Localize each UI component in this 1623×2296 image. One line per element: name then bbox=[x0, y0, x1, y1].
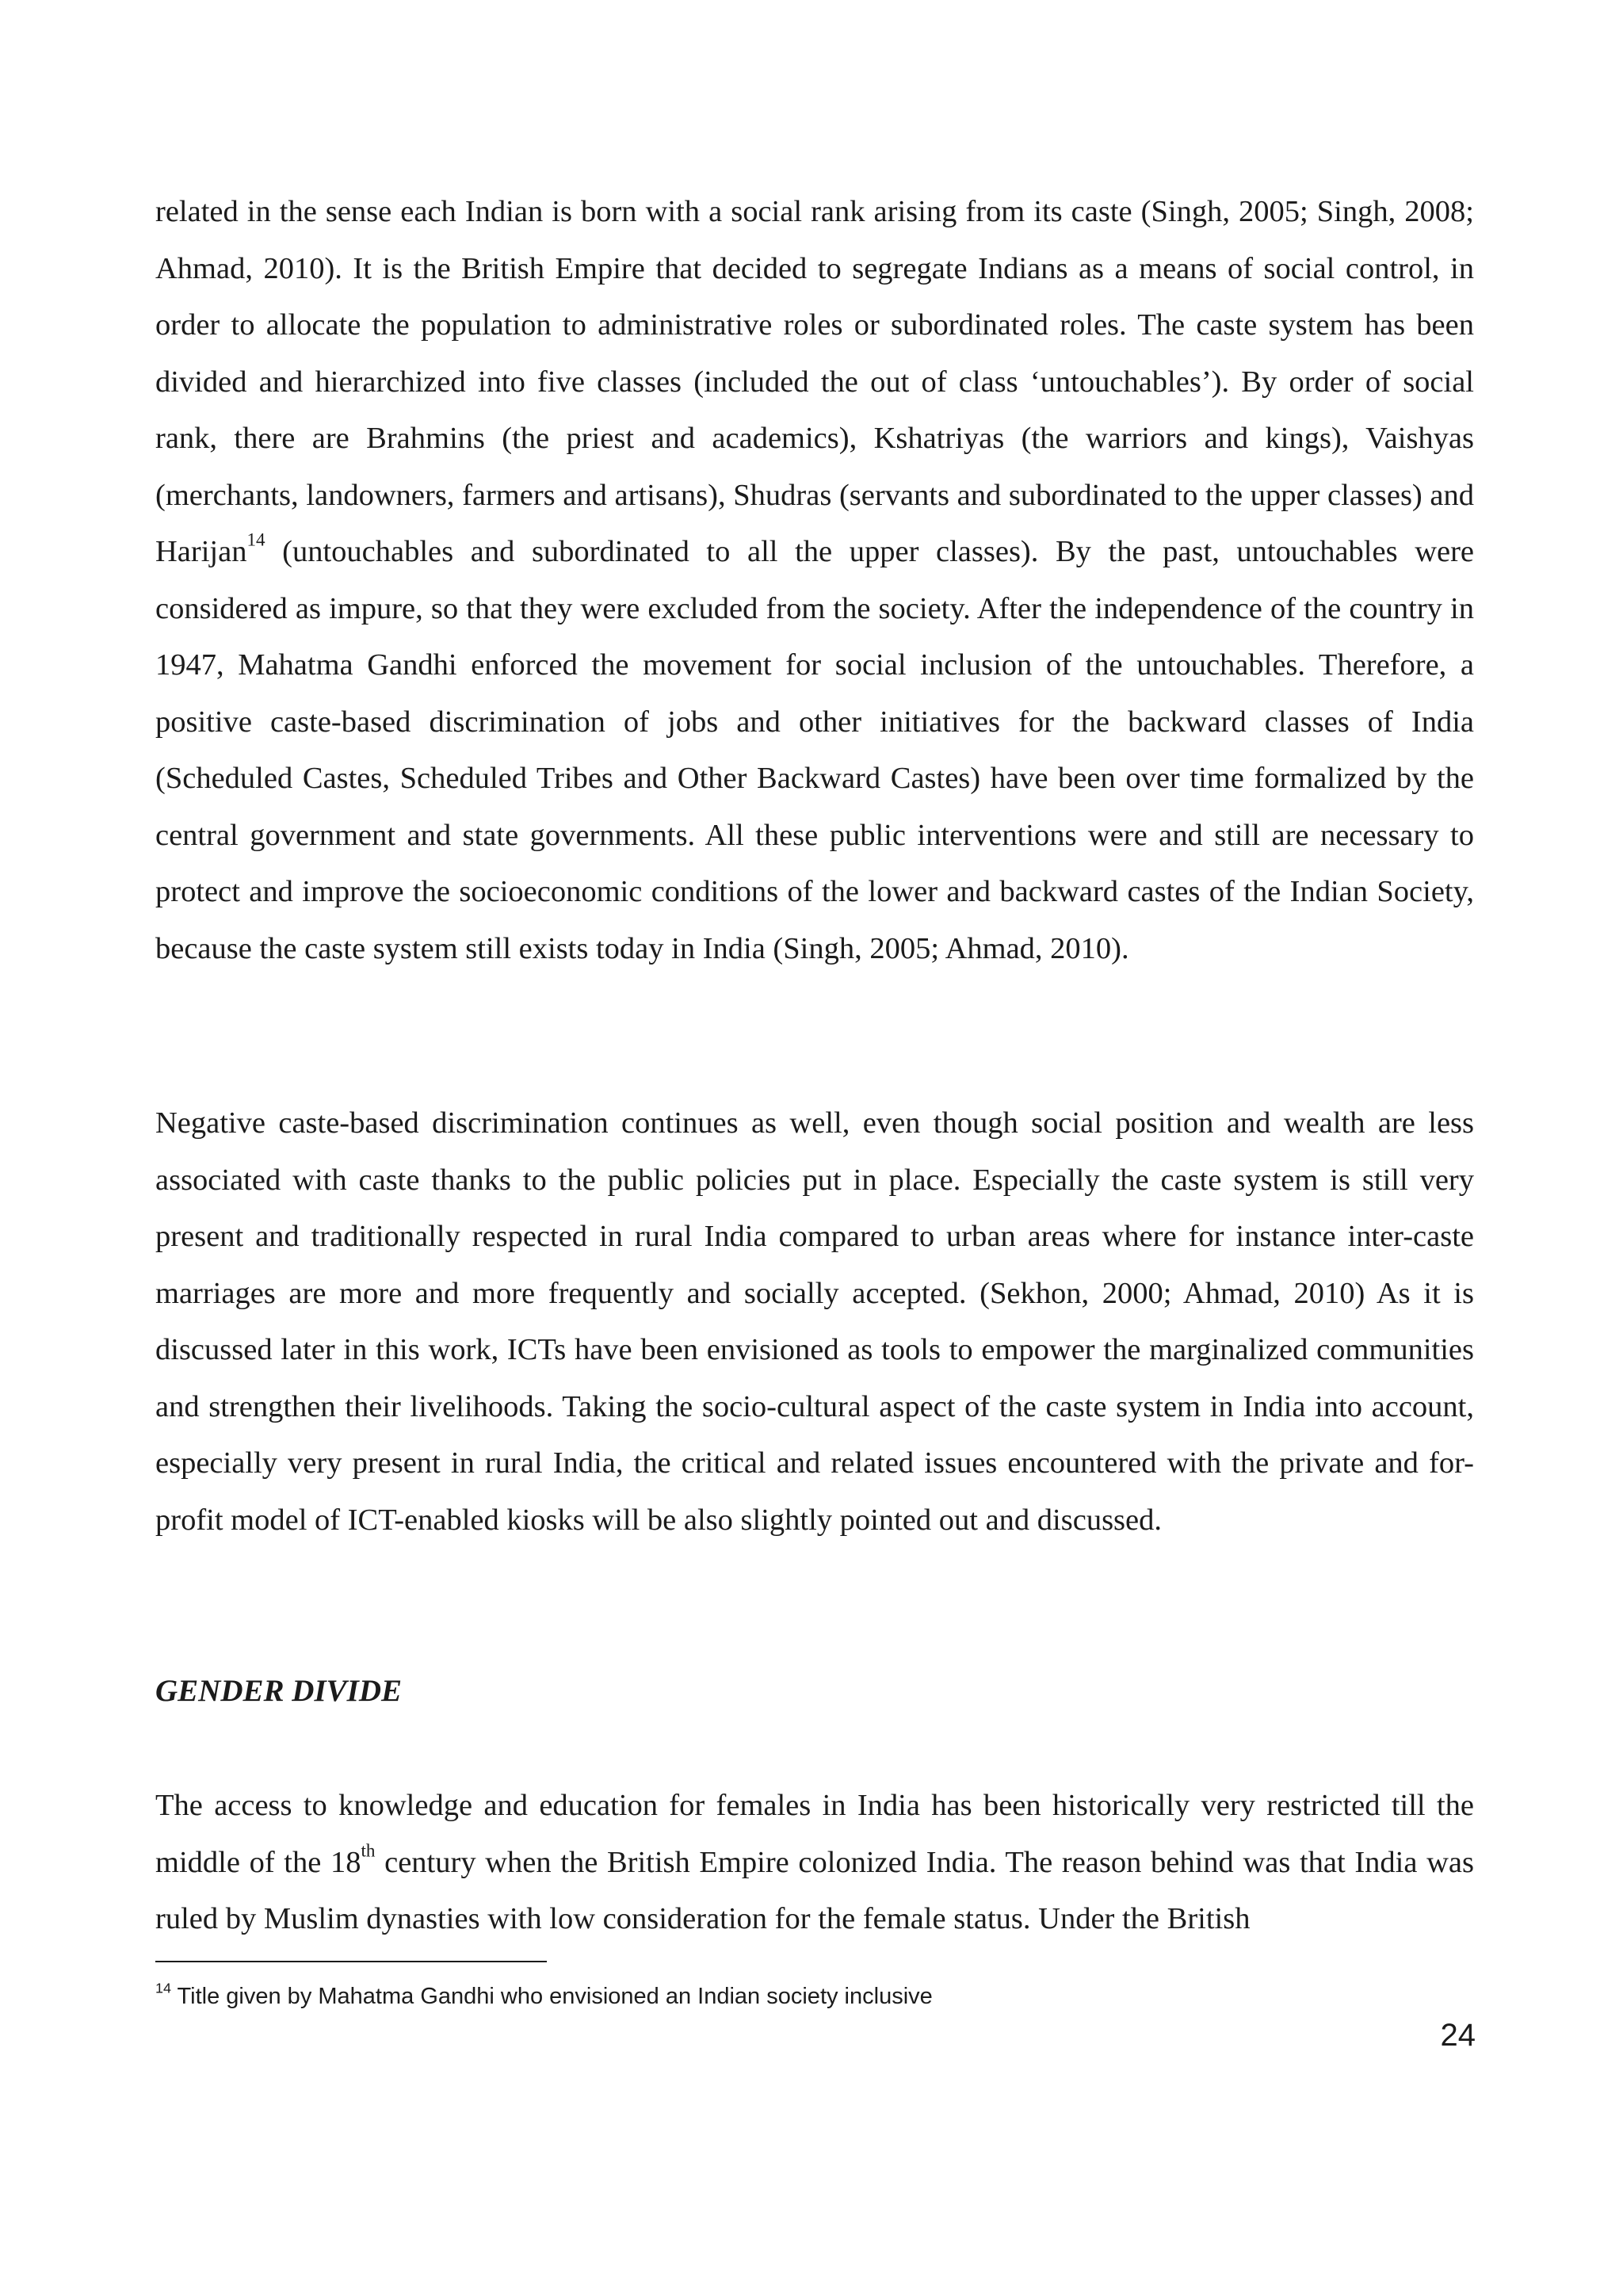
text-run: The access to knowledge and education for females in India has been historically very restricted till the middle of the 18 bbox=[155, 1789, 1474, 1879]
page-number: 24 bbox=[1440, 2018, 1476, 2053]
footnote-marker: 14 bbox=[155, 1980, 171, 1996]
text-run: related in the sense each Indian is born with a social rank arising from its caste (Singh, 2005; Singh, 2008; Ahmad, 2010). It is the British Empire that decided to segregate Indians as a means of social control, in order to allocate the population to administrative roles or subordinated roles. The caste system has been divided and hierarchized into five classes (included the out of class ‘untouchables’). By order of social rank, there are Brahmins (the priest and academics), Kshatriyas (the warriors and kings), Vaishyas (merchants, landowners, farmers and artisans), Shudras (servants and subordinated to the upper classes) and Harijan bbox=[155, 195, 1474, 568]
text-run: Negative caste-based discrimination continues as well, even though social position and wealth are less associated with caste thanks to the public policies put in place. Especially the caste system is still very present and traditionally respected in rural India compared to urban areas where for instance inter-caste marriages are more and more frequently and socially accepted. (Sekhon, 2000; Ahmad, 2010) As it is discussed later in this work, ICTs have been envisioned as tools to empower the marginalized communities and strengthen their livelihoods. Taking the socio-cultural aspect of the caste system in India into account, especially very present in rural India, the critical and related issues encountered with the private and for-profit model of ICT-enabled kiosks will be also slightly pointed out and discussed. bbox=[155, 1106, 1474, 1537]
text-run: century when the British Empire colonized India. The reason behind was that India was ruled by Muslim dynasties with low consideration for the female status. Under the British bbox=[155, 1845, 1474, 1935]
footnote-text: Title given by Mahatma Gandhi who envisioned an Indian society inclusive bbox=[171, 1984, 933, 2009]
text-run: (untouchables and subordinated to all the upper classes). By the past, untouchables were considered as impure, so that they were excluded from the society. After the independence of the country in 1947, Mahatma Gandhi enforced the movement for social inclusion of the untouchables. Therefore, a positive caste-based discrimination of jobs and other initiatives for the backward classes of India (Scheduled Castes, Scheduled Tribes and Other Backward Castes) have been over time formalized by the central government and state governments. All these public interventions were and still are necessary to protect and improve the socioeconomic conditions of the lower and backward castes of the Indian Society, because the caste system still exists today in India (Singh, 2005; Ahmad, 2010). bbox=[155, 535, 1474, 965]
body-paragraph-2 bbox=[155, 1095, 1474, 1549]
footnote-separator bbox=[155, 1961, 547, 1962]
superscript: th bbox=[361, 1839, 376, 1860]
footnote bbox=[155, 1981, 933, 2012]
section-heading: GENDER DIVIDE bbox=[155, 1674, 402, 1708]
superscript: 14 bbox=[246, 529, 265, 550]
body-paragraph-1 bbox=[155, 184, 1474, 977]
body-paragraph-3 bbox=[155, 1778, 1474, 1948]
